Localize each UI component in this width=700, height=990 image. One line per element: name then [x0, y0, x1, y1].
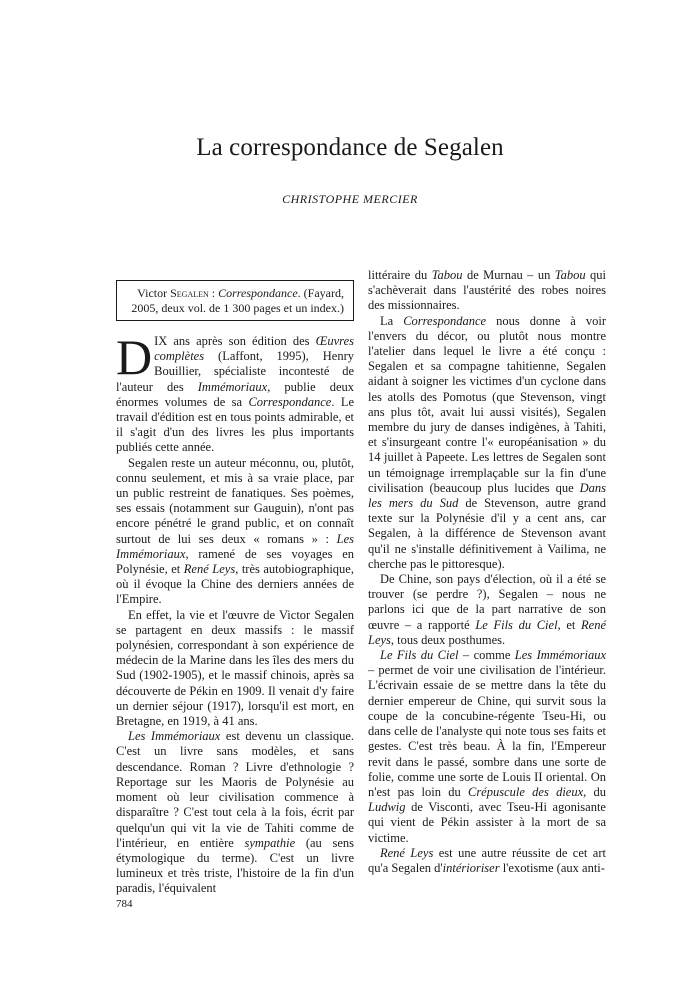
book-reference-box [116, 280, 354, 321]
title-ref: Œuvres complètes [154, 334, 354, 364]
paragraph-5 [368, 314, 606, 572]
ref-work: Correspondance [218, 286, 298, 300]
paragraph-4 [116, 729, 354, 896]
text-span: (Laffont, 1995), Henry Bouillier, spécialiste incontesté de l'auteur des [116, 349, 354, 394]
ref-author-last: Segalen [170, 286, 209, 300]
article-title: La correspondance de Segalen [196, 134, 504, 161]
title-ref: René Leys [368, 617, 607, 647]
text-span: , tous deux posthumes. [390, 632, 506, 647]
emphasis: sympathie [244, 835, 296, 850]
text-span: , publie deux énormes volumes de sa [116, 379, 355, 409]
article-author: CHRISTOPHE MERCIER [282, 192, 418, 206]
text-span: de Stevenson, autre grand texte sur la Polynésie d'il y a cent ans, car Segalen, à la différence de Stevenson avant qu'il ne s'installe définitivement à Vailima, ne cherche pas le pittoresque). [368, 496, 606, 571]
paragraph-8 [368, 846, 606, 876]
text-span: nous donne à voir l'envers du décor, ou plutôt nous montre l'atelier dans lequel le livre a été conçu : Segalen et sa compagne tahitienne, Segalen aidant à soigner les victimes d'un cyclone dans les atolls des Pomotus (que Stevenson, vingt ans plus tôt, avait lui aussi visités), Segalen membre du jury de danses indigènes, à Tahiti, et s'insurgeant contre l'« européanisation » du 14 juillet à Papeete. Les lettres de Segalen sont un témoignage irremplaçable sur la fin d'une civilisation (beaucoup plus lucides que [368, 313, 606, 495]
title-ref: Les Immémoriaux [116, 531, 354, 561]
title-ref: Tabou [554, 268, 586, 282]
text-span: , du [583, 784, 607, 799]
text-span: , très autobiographique, où il évoque la Chine des derniers années de l'Empire. [116, 562, 354, 607]
title-ref: Ludwig [368, 800, 406, 815]
emphasis: intérioriser [442, 860, 500, 875]
title-ref: Immémoriaux [197, 379, 268, 394]
text-span: , et [557, 617, 582, 632]
drop-cap: D [116, 329, 153, 385]
text-span: – permet de voir une civilisation de l'intérieur. L'écrivain essaie de se mettre dans la tête du dernier empereur de Chine, qui survit sous la coupe de la concubine-régente Tseu-Hi, ou dans celle de l'analyste qui note tous ses faits et gestes. C'est très beau. À la fin, l'Empereur revit dans le passé, sombre dans une sorte de folie, comme une sorte de Louis II oriental. On n'est pas loin du [368, 663, 606, 799]
paragraph-continued [368, 268, 606, 314]
text-span: . Le travail d'édition est en tous points admirable, et il s'agit d'un des livres les plus importants publiés cette année. [116, 394, 354, 455]
title-ref: Le Fils du Ciel [475, 617, 558, 632]
text-span: (au sens étymologique du terme). C'est un livre lumineux et très triste, l'histoire de la fin d'un paradis, l'équivalent [116, 835, 354, 896]
left-column [116, 268, 354, 897]
text-span: IX ans après son édition des [154, 334, 316, 348]
text-span: littéraire du [368, 268, 432, 282]
ref-details: . (Fayard, 2005, deux vol. de 1 300 pages et un index.) [131, 286, 344, 315]
title-ref: Le Fils du Ciel [380, 648, 459, 663]
title-ref: Crépuscule des dieux [467, 784, 584, 799]
title-ref: Les Immémoriaux [128, 729, 221, 744]
page-number: 784 [116, 898, 133, 910]
title-ref: René Leys [183, 562, 236, 577]
paragraph-2 [116, 456, 354, 608]
text-span: l'exotisme (aux anti- [499, 860, 605, 875]
title-ref: Tabou [431, 268, 463, 282]
text-span: de Visconti, avec Tseu-Hi agonisante qui vient de Pékin assister à la mort de sa victime. [368, 800, 606, 845]
paragraph-6 [368, 572, 606, 648]
paragraph-7 [368, 648, 606, 846]
text-span: De Chine, son pays d'élection, où il a été se trouver (se perdre ?), Segalen – nous ne parlons ici que de la part narrative de son œuvre – a rapporté [368, 572, 606, 632]
paragraph-3: En effet, la vie et l'œuvre de Victor Segalen se partagent en deux massifs : le massif polynésien, correspondant à son expérience de médecin de la Marine dans les îles des mers du Sud (1902-1905), et le massif chinois, après sa découverte de Pékin en 1909. Il venait d'y faire un dernier séjour (1917), lorsqu'il est mort, en Bretagne, en 1919, à 41 ans. [116, 607, 354, 729]
text-span: Segalen reste un auteur méconnu, ou, plutôt, connu seulement, et mis à sa vraie place, par un public restreint de fanatiques. Ses poèmes, ses essais (notamment sur Gauguin), n'ont pas encore pénétré le grand public, et on connaît surtout de lui ses deux « romans » : [116, 455, 354, 546]
title-ref: Dans les mers du Sud [368, 480, 606, 511]
text-span: qui s'achèverait dans l'austérité des robes noires des missionnaires. [368, 268, 606, 313]
ref-author-first: Victor [137, 286, 168, 300]
title-ref: Correspondance [403, 313, 487, 328]
text-span: La [380, 313, 404, 328]
title-ref: René Leys [380, 845, 434, 860]
text-span: – comme [458, 648, 515, 663]
text-span: est devenu un classique. C'est un livre sans modèles, et sans descendance. Roman ? Livre d'ethnologie ? Reportage sur les Maoris de Polynésie au moment où leur civilisation commence à disparaître ? C'est tout cela à la fois, écrit par quelqu'un qui vit la vie de Tahiti comme de l'intérieur, en entière [116, 729, 354, 850]
text-span: est une autre réussite de cet art qu'a Segalen d' [368, 845, 606, 875]
title-ref: Les Immémoriaux [514, 648, 606, 663]
ref-sep: : [208, 286, 219, 300]
text-span: , ramené de ses voyages en Polynésie, et [116, 546, 354, 577]
text-span: de Murnau – un [462, 268, 555, 282]
title-ref: Correspondance [248, 394, 332, 409]
paragraph-1 [116, 329, 355, 456]
right-column [368, 268, 606, 876]
